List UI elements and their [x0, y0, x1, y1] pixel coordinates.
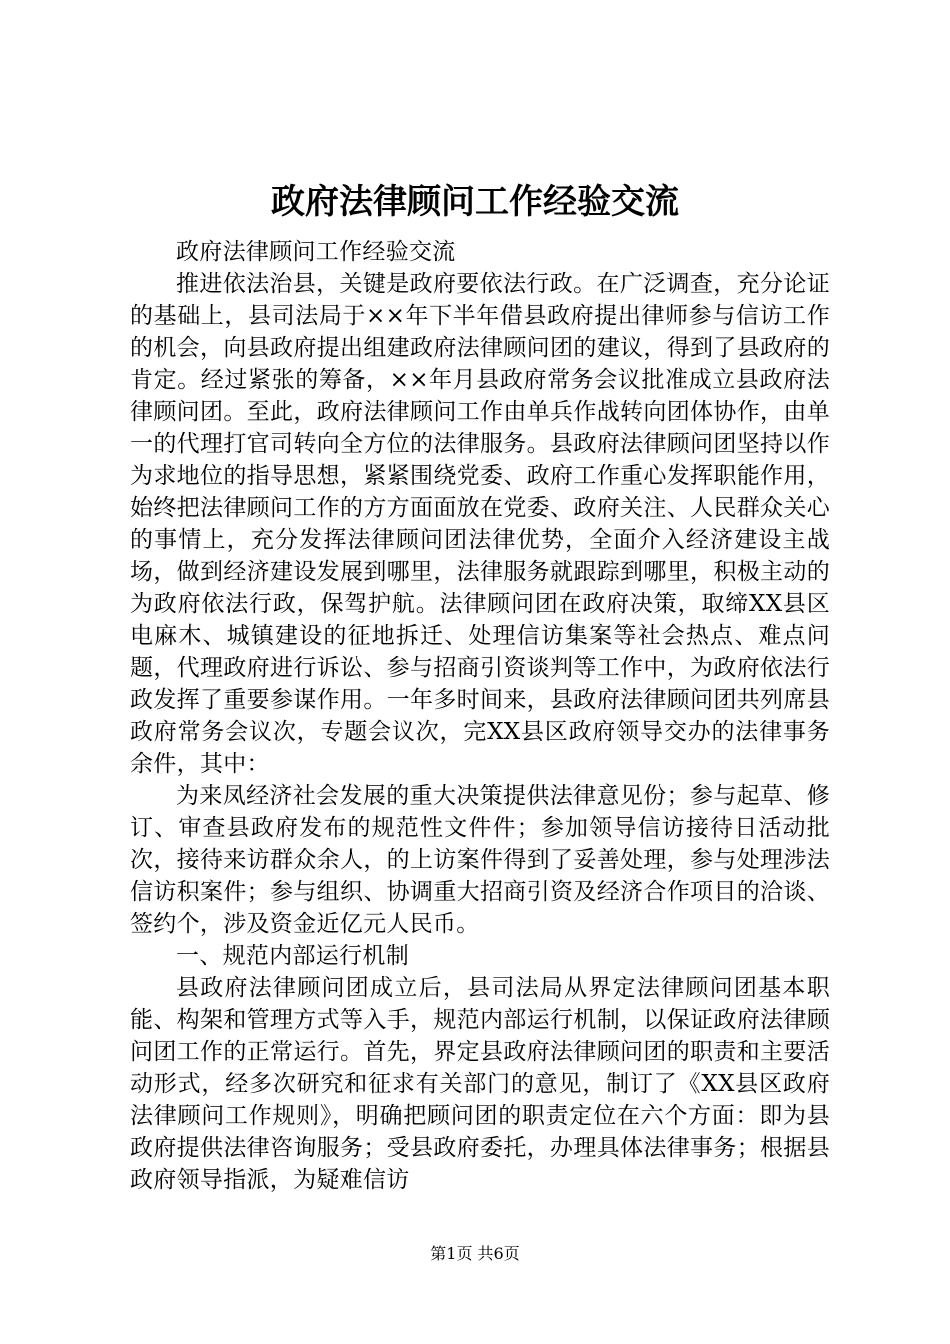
document-body: [130, 236, 830, 1196]
paragraph-section-1: 县政府法律顾问团成立后，县司法局从界定法律顾问团基本职能、构架和管理方式等入手，规范内部运行机制，以保证政府法律顾问团工作的正常运行。首先，界定县政府法律顾问团的职责和主要活动形式，经多次研究和征求有关部门的意见，制订了《XX县区政府法律顾问工作规则》，明确把顾问团的职责定位在六个方面：即为县政府提供法律咨询服务；受县政府委托，办理具体法律事务；根据县政府领导指派，为疑难信访: [130, 975, 830, 1193]
paragraph-achievements: 为来凤经济社会发展的重大决策提供法律意见份；参与起草、修订、审查县政府发布的规范性文件件；参加领导信访接待日活动批次，接待来访群众余人，的上访案件得到了妥善处理，参与处理涉法信访积案件；参与组织、协调重大招商引资及经济合作项目的洽谈、签约个，涉及资金近亿元人民币。: [130, 783, 830, 937]
page-number-footer: 第1页 共6页: [430, 1244, 520, 1263]
paragraph-intro: 推进依法治县，关键是政府要依法行政。在广泛调查，充分论证的基础上，县司法局于××年下半年借县政府提出律师参与信访工作的机会，向县政府提出组建政府法律顾问团的建议，得到了县政府的肯定。经过紧张的筹备，××年月县政府常务会议批准成立县政府法律顾问团。至此，政府法律顾问工作由单兵作战转向团体协作，由单一的代理打官司转向全方位的法律服务。县政府法律顾问团坚持以作为求地位的指导思想，紧紧围绕党委、政府工作重心发挥职能作用，始终把法律顾问工作的方方面面放在党委、政府关注、人民群众关心的事情上，充分发挥法律顾问团法律优势，全面介入经济建设主战场，做到经济建设发展到哪里，法律服务就跟踪到哪里，积极主动的为政府依法行政，保驾护航。法律顾问团在政府决策，取缔XX县区电麻木、城镇建设的征地拆迁、处理信访集案等社会热点、难点问题，代理政府进行诉讼、参与招商引资谈判等工作中，为政府依法行政发挥了重要参谋作用。一年多时间来，县政府法律顾问团共列席县政府常务会议次，专题会议次，完XX县区政府领导交办的法律事务余件，其中：: [130, 271, 830, 777]
document-title: 政府法律顾问工作经验交流: [271, 182, 679, 222]
section-heading-1: 一、规范内部运行机制: [176, 943, 409, 969]
paragraph-heading-repeat: 政府法律顾问工作经验交流: [176, 239, 456, 265]
